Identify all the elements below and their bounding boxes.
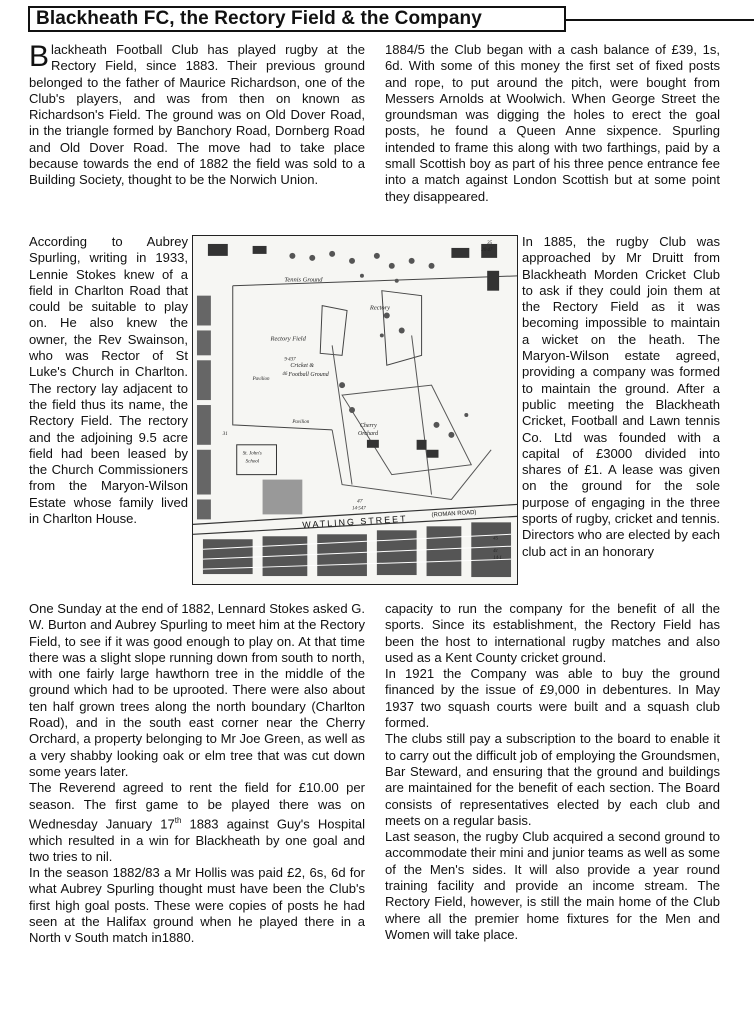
paragraph-subscription: The clubs still pay a subscription to the board to enable it to carry out the difficult job of employing the Groundsmen, Bar Steward, and ensuring that the ground and buildings are maintained for the benefit of each section. The Board consists of representatives elected by each club and meets on a regular basis.	[385, 731, 720, 828]
map-label-orchard: Orchard	[357, 430, 379, 437]
map-label-school: School	[245, 459, 260, 465]
paragraph-reverend: The Reverend agreed to rent the field for £10.00 per season. The first game to be played there was on Wednesday January 17th 1883 against Guy's Hospital which resulted in a win for Blackheath by one goal and two tries to nil.	[29, 780, 365, 864]
map-label-tennis: Tennis Ground	[284, 276, 323, 284]
col1-lower	[29, 601, 365, 947]
map-label-cricket: Cricket &	[290, 363, 315, 370]
col2-lower	[385, 601, 720, 943]
drop-cap: B	[29, 40, 50, 73]
map-label-acres: 9·437	[284, 357, 296, 363]
map-label-cherry: Cherry	[359, 422, 377, 429]
historic-map	[192, 235, 518, 585]
map-label-46: 46	[282, 372, 288, 378]
col1-intro	[29, 42, 365, 189]
map-label-football: Football Ground	[288, 372, 329, 379]
map-drawing	[193, 236, 517, 584]
map-label-pavilion: Pavilion	[252, 377, 270, 383]
map-label-rectory-field: Rectory Field	[270, 335, 306, 343]
col2-top: 1884/5 the Club began with a cash balance of £39, 1s, 6d. With some of this money the first set of fixed posts and rope, to put around the pitch, were bought from Messers Arnolds at Woolwich. When George Street the groundsman was digging the holes to erect the goal posts, he found a Queen Anne sixpence. Spurling intended to frame this along with two farthings, paid by a small Scottish boy as part of his three pence entrance fee into a match against London Scottish but at some point they disappeared.	[385, 42, 720, 204]
paragraph-sunday: One Sunday at the end of 1882, Lennard Stokes asked G. W. Burton and Aubrey Spurling to meet him at the Rectory Field, to see if it was good enough to play on. At that time there was a slight slope running down from south to north, with one fairly large hawthorn tree in the middle of the ground which had to be uprooted. There were also about ten half grown trees along the north boundary (Charlton Road), and in the south east corner near the Cherry Orchard, a property belonging to Mr Joe Green, as well as a very shabby looking oak or elm tree that was cut down some years later.	[29, 601, 365, 779]
paragraph-last-season: Last season, the rugby Club acquired a second ground to accommodate their mini and junior teams as well as some of the Men's sides. It will also provide a year round training facility and provide an income stream. The Rectory Field, however, is still the main home of the Club where all the premier home fixtures for the Men and Women will take place.	[385, 829, 721, 942]
map-label-14-1: 14·1	[493, 556, 502, 562]
map-label-st-johns: St. John's	[242, 451, 262, 457]
paragraph-1921: In 1921 the Company was able to buy the ground financed by the issue of £9,000 in debentures. In May 1937 two squash courts were built and a squash club formed.	[385, 666, 720, 731]
article-title: Blackheath FC, the Rectory Field & the Company	[28, 6, 566, 32]
map-label-roman-road: (ROMAN ROAD)	[431, 509, 477, 519]
map-label-47: 47	[356, 498, 363, 505]
map-label-31: 31	[222, 431, 228, 437]
map-label-35: 35	[487, 240, 493, 246]
col1-narrow-paragraph: According to Aubrey Spurling, writing in 1933, Lennie Stokes knew of a field in Charlton Road that could be suitable to play on. He also knew the owner, the Rev Swainson, who was Rector of St Luke's Church in Charlton. The rectory lay adjacent to the field thus its name, the Rectory Field. The rectory and the adjoining 9.5 acre field had been leased by the Church Commissioners from the Maryon-Wilson Estate whose family lived in Charlton House.	[29, 234, 188, 527]
intro-paragraph: lackheath Football Club has played rugby at the Rectory Field, since 1883. Their previous ground belonged to the father of Maurice Richardson, one of the Club's players, and was from then on known as Richardson's Field. The ground was on Old Dover Road, in the triangle formed by Banchory Road, Dornberg Road and Old Dover Road. The move had to take place because towards the end of 1882 the field was sold to a Building Society, thought to be the Norwich Union.	[29, 42, 365, 188]
map-label-rectory: Rectory	[369, 304, 390, 312]
paragraph-hollis: In the season 1882/83 a Mr Hollis was paid £2, 6s, 6d for what Aubrey Spurling thought must have been the Club's first high goal posts. These were copies of posts he had seen at the Halifax ground when he played there in a North v South match in1880.	[29, 865, 365, 946]
map-label-area: 14·547	[352, 506, 366, 512]
map-label-4c: 4c	[493, 549, 498, 555]
paragraph-capacity: capacity to run the company for the benefit of all the sports. Since its establishment, the Rectory Field has been the host to international rugby matches and also used as a Kent County cricket ground.	[385, 601, 720, 665]
map-label-pavilion-2: Pavilion	[292, 419, 310, 425]
map-label-45: 45	[493, 536, 499, 542]
map-label-20-47: 20·47	[481, 247, 493, 253]
map-label-watling-street: WATLING STREET	[302, 513, 408, 530]
title-rule	[566, 19, 754, 21]
col2-narrow-paragraph: In 1885, the rugby Club was approached by Mr Druitt from Blackheath Morden Cricket Club to ask if they could join them at the Rectory Field as it was becoming impossible to maintain a wicket on the heath. The Maryon-Wilson estate agreed, providing a company was formed to maintain the ground. After a public meeting the Blackheath Cricket, Football and Lawn tennis Co. Ltd was founded with a capital of £3000 divided into shares of £1. A lease was given on the ground for the sole purpose of engaging in the three sports of rugby, cricket and tennis. Directors who are elected by each club act in an honorary	[522, 234, 720, 559]
